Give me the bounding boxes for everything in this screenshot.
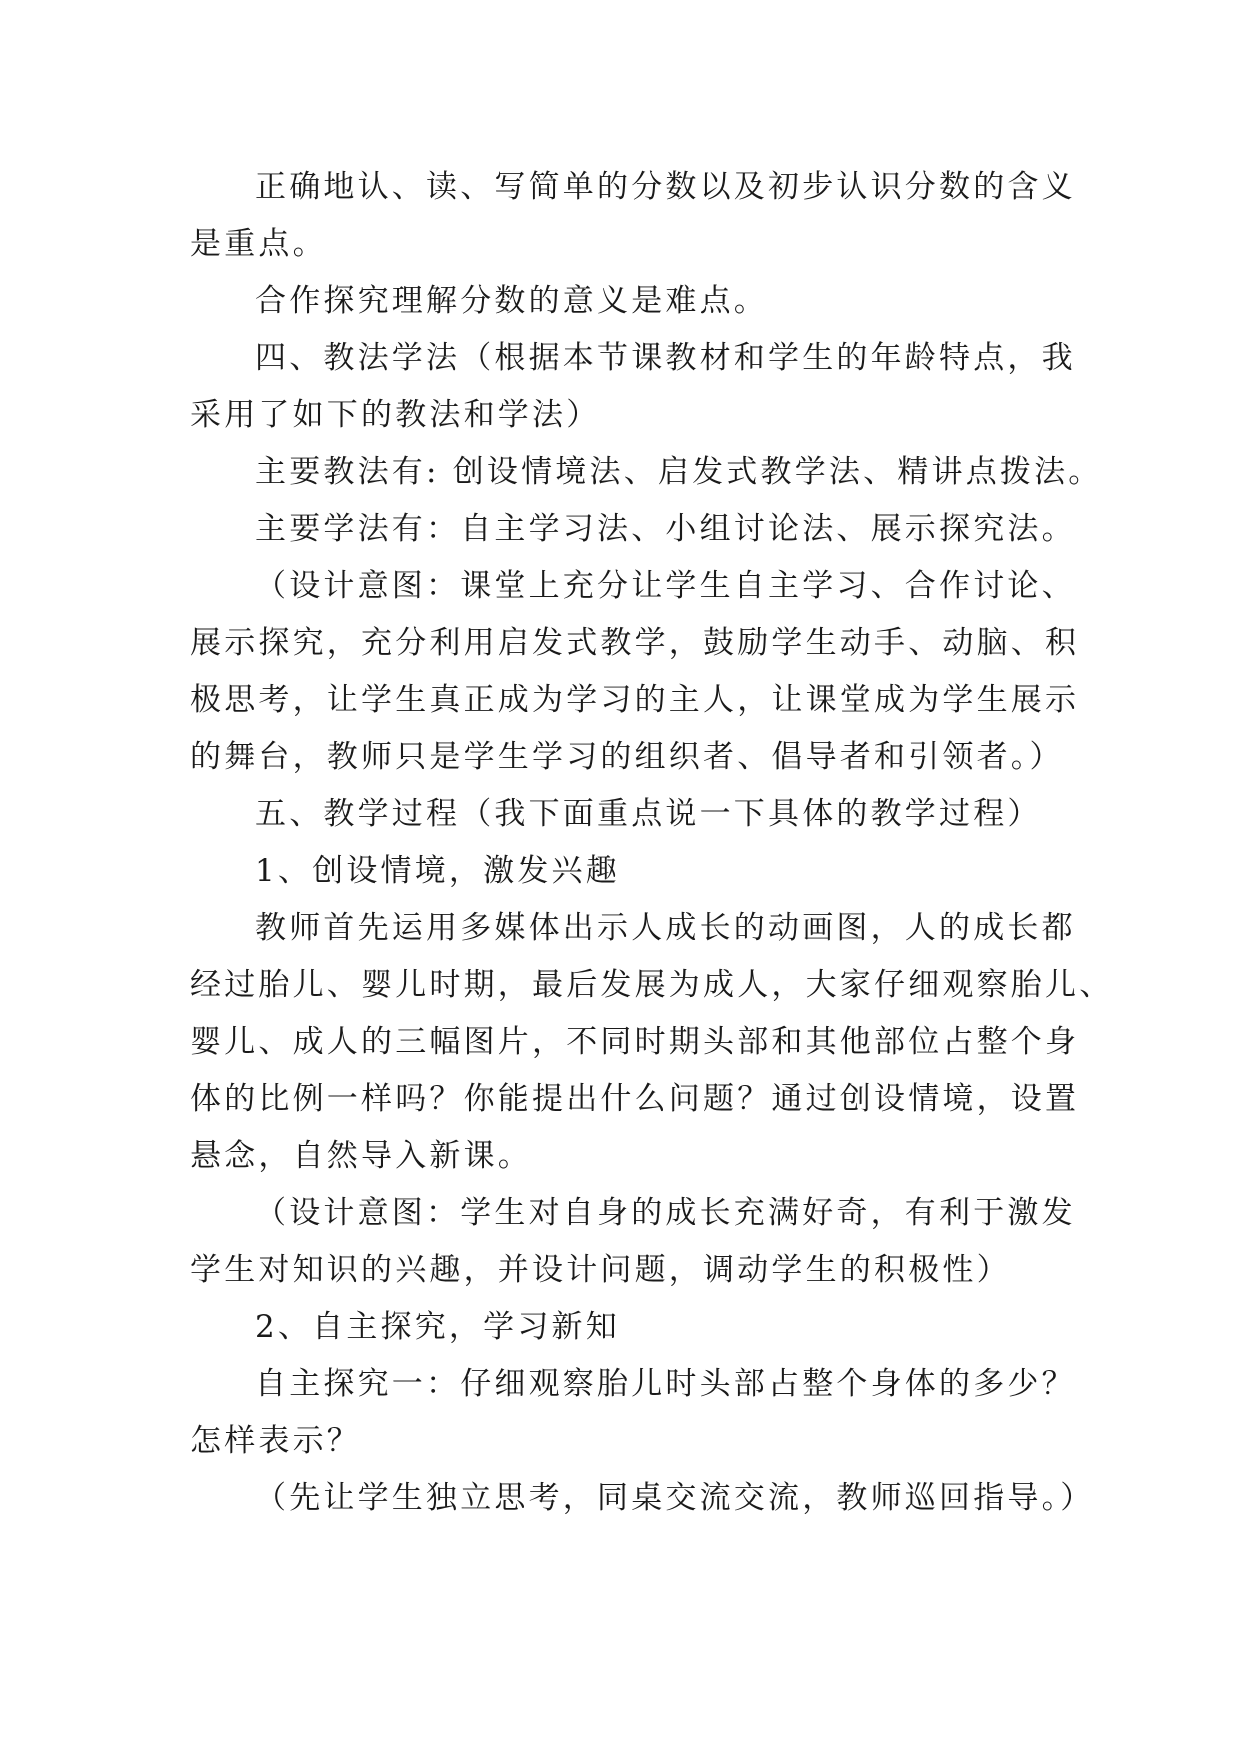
paragraph-line: 正确地认、读、写简单的分数以及初步认识分数的含义 [255, 169, 1076, 205]
section-heading-line: 四、教法学法（根据本节课教材和学生的年龄特点，我 [255, 340, 1076, 376]
paragraph-line: （设计意图：学生对自身的成长充满好奇，有利于激发 [255, 1195, 1076, 1231]
subsection-heading-line: 2、自主探究，学习新知 [255, 1309, 620, 1345]
paragraph-line: 的舞台，教师只是学生学习的组织者、倡导者和引领者。） [190, 739, 1064, 775]
subsection-heading-line: 1、创设情境，激发兴趣 [255, 853, 620, 889]
paragraph-line: （设计意图：课堂上充分让学生自主学习、合作讨论、 [255, 568, 1076, 604]
paragraph-line: 是重点。 [190, 226, 327, 262]
paragraph-line: 采用了如下的教法和学法） [190, 397, 601, 433]
paragraph-line: 体的比例一样吗？你能提出什么问题？通过创设情境，设置 [190, 1081, 1080, 1117]
paragraph-line: 主要教法有: 创设情境法、启发式教学法、精讲点拨法。 [255, 454, 1103, 490]
paragraph-line: 怎样表示？ [190, 1423, 361, 1459]
paragraph-line: 合作探究理解分数的意义是难点。 [255, 283, 768, 319]
paragraph-line: 教师首先运用多媒体出示人成长的动画图，人的成长都 [255, 910, 1076, 946]
paragraph-line: 展示探究，充分利用启发式教学，鼓励学生动手、动脑、积 [190, 625, 1080, 661]
paragraph-line: 主要学法有：自主学习法、小组讨论法、展示探究法。 [255, 511, 1076, 547]
paragraph-line: （先让学生独立思考，同桌交流交流，教师巡回指导。） [255, 1480, 1095, 1516]
paragraph-line: 学生对知识的兴趣，并设计问题，调动学生的积极性） [190, 1252, 1011, 1288]
paragraph-line: 经过胎儿、婴儿时期，最后发展为成人，大家仔细观察胎儿、 [190, 967, 1114, 1003]
paragraph-line: 极思考，让学生真正成为学习的主人，让课堂成为学生展示 [190, 682, 1080, 718]
section-heading-line: 五、教学过程（我下面重点说一下具体的教学过程） [255, 796, 1042, 832]
paragraph-line: 自主探究一：仔细观察胎儿时头部占整个身体的多少？ [255, 1366, 1076, 1402]
paragraph-line: 婴儿、成人的三幅图片，不同时期头部和其他部位占整个身 [190, 1024, 1080, 1060]
paragraph-line: 悬念，自然导入新课。 [190, 1138, 532, 1174]
